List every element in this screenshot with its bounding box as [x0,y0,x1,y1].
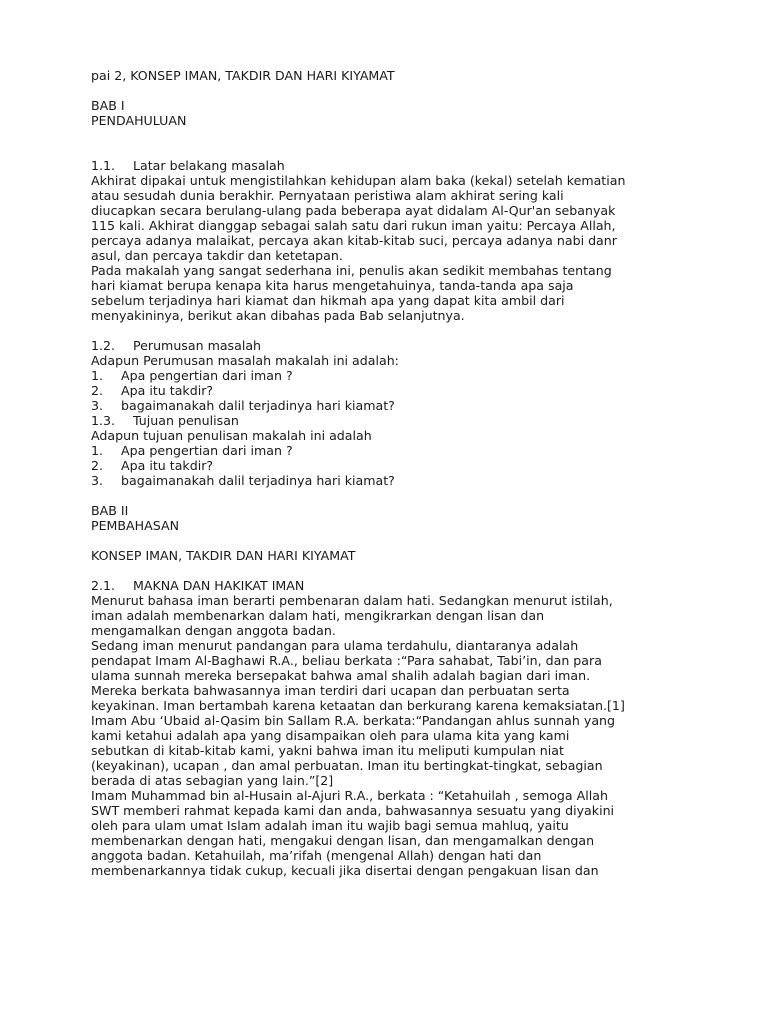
section-title: Perumusan masalah [133,338,262,353]
paragraph-line: atau sesudah dunia berakhir. Pernyataan peristiwa alam akhirat sering kali [91,188,564,203]
list-item-number: 1. [91,443,104,458]
section-intro: Adapun tujuan penulisan makalah ini adalah [91,428,372,443]
paragraph-line: Menurut bahasa iman berarti pembenaran dalam hati. Sedangkan menurut istilah, [91,593,613,608]
section-title: Tujuan penulisan [133,413,239,428]
list-item-text: Apa itu takdir? [121,458,214,473]
section-heading-1-2 [91,338,691,353]
list-item-number: 2. [91,383,104,398]
paragraph-line: Mereka berkata bahwasannya iman terdiri dari ucapan dan perbuatan serta [91,683,570,698]
list-item-text: Apa pengertian dari iman ? [121,443,293,458]
section-title: MAKNA DAN HAKIKAT IMAN [133,578,305,593]
paragraph-line: percaya adanya malaikat, percaya akan kitab-kitab suci, percaya adanya nabi danr [91,233,617,248]
list-item [91,383,691,398]
spacer [91,323,691,338]
bab2-label: BAB II [91,503,129,518]
bab1-title: PENDAHULUAN [91,113,187,128]
paragraph-line: mengamalkan dengan anggota badan. [91,623,336,638]
bab2-title: PEMBAHASAN [91,518,180,533]
paragraph-line: keyakinan. Iman bertambah karena ketaatan dan berkurang karena kemaksiatan.[1] [91,698,625,713]
paragraph-line: Akhirat dipakai untuk mengistilahkan kehidupan alam baka (kekal) setelah kematian [91,173,626,188]
paragraph-line: pendapat Imam Al-Baghawi R.A., beliau berkata :“Para sahabat, Tabi’in, dan para [91,653,602,668]
paragraph-line: Imam Muhammad bin al-Husain al-Ajuri R.A., berkata : “Ketahuilah , semoga Allah [91,788,608,803]
spacer [91,533,691,548]
section-number: 1.2. [91,338,116,353]
list-item-number: 2. [91,458,104,473]
list-item [91,443,691,458]
list-item-number: 1. [91,368,104,383]
paragraph-line: hari kiamat berupa kenapa kita harus mengetahuinya, tanda-tanda apa saja [91,278,574,293]
paragraph-line: membenarkannya tidak cukup, kecuali jika disertai dengan pengakuan lisan dan [91,863,599,878]
section-number: 1.1. [91,158,116,173]
document-page [91,68,691,878]
spacer [91,128,691,158]
paragraph-line: SWT memberi rahmat kepada kami dan anda, bahwasannya sesuatu yang diyakini [91,803,615,818]
list-item-number: 3. [91,398,104,413]
list-item-text: Apa pengertian dari iman ? [121,368,293,383]
section-intro: Adapun Perumusan masalah makalah ini adalah: [91,353,399,368]
section-title: Latar belakang masalah [133,158,285,173]
list-item [91,473,691,488]
paragraph-line: sebutkan di kitab-kitab kami, yakni bahwa iman itu meliputi kumpulan niat [91,743,564,758]
paragraph-line: kami ketahui adalah apa yang disampaikan oleh para ulama kita yang kami [91,728,570,743]
paragraph-line: anggota badan. Ketahuilah, ma’rifah (mengenal Allah) dengan hati dan [91,848,542,863]
section-1-1-body [91,173,691,323]
paragraph-line: membenarkan dengan hati, mengakui dengan lisan, dan mengamalkan dengan [91,833,595,848]
section-1-2-list [91,368,691,413]
document-title: pai 2, KONSEP IMAN, TAKDIR DAN HARI KIYAMAT [91,68,395,83]
paragraph-line: iman adalah membenarkan dalam hati, mengikrarkan dengan lisan dan [91,608,545,623]
list-item [91,368,691,383]
paragraph-line: Sedang iman menurut pandangan para ulama terdahulu, diantaranya adalah [91,638,579,653]
list-item-number: 3. [91,473,104,488]
paragraph-line: sebelum terjadinya hari kiamat dan hikmah apa yang dapat kita ambil dari [91,293,565,308]
spacer [91,488,691,503]
paragraph-line: berada di atas sebagian yang lain.”[2] [91,773,334,788]
paragraph-line: (keyakinan), ucapan , dan amal perbuatan. Iman itu bertingkat-tingkat, sebagian [91,758,603,773]
section-2-1-body [91,593,691,878]
section-heading-1-3 [91,413,691,428]
section-1-3-list [91,443,691,488]
list-item [91,458,691,473]
spacer [91,563,691,578]
list-item-text: bagaimanakah dalil terjadinya hari kiamat? [121,473,395,488]
section-heading-1-1 [91,158,691,173]
list-item-text: Apa itu takdir? [121,383,214,398]
list-item [91,398,691,413]
section-number: 1.3. [91,413,116,428]
paragraph-line: Pada makalah yang sangat sederhana ini, penulis akan sedikit membahas tentang [91,263,612,278]
bab2-subtitle: KONSEP IMAN, TAKDIR DAN HARI KIYAMAT [91,548,356,563]
bab1-label: BAB I [91,98,125,113]
paragraph-line: oleh para ulam umat Islam adalah iman itu wajib bagi semua mahluq, yaitu [91,818,569,833]
list-item-text: bagaimanakah dalil terjadinya hari kiamat? [121,398,395,413]
paragraph-line: diucapkan secara berulang-ulang pada beberapa ayat didalam Al-Qur'an sebanyak [91,203,616,218]
section-number: 2.1. [91,578,116,593]
paragraph-line: menyakininya, berikut akan dibahas pada Bab selanjutnya. [91,308,465,323]
spacer [91,83,691,98]
paragraph-line: ulama sunnah mereka bersepakat bahwa amal shalih adalah bagian dari iman. [91,668,591,683]
paragraph-line: asul, dan percaya takdir dan ketetapan. [91,248,343,263]
section-heading-2-1 [91,578,691,593]
paragraph-line: 115 kali. Akhirat dianggap sebagai salah satu dari rukun iman yaitu: Percaya Allah, [91,218,616,233]
paragraph-line: Imam Abu ‘Ubaid al-Qasim bin Sallam R.A. berkata:“Pandangan ahlus sunnah yang [91,713,616,728]
